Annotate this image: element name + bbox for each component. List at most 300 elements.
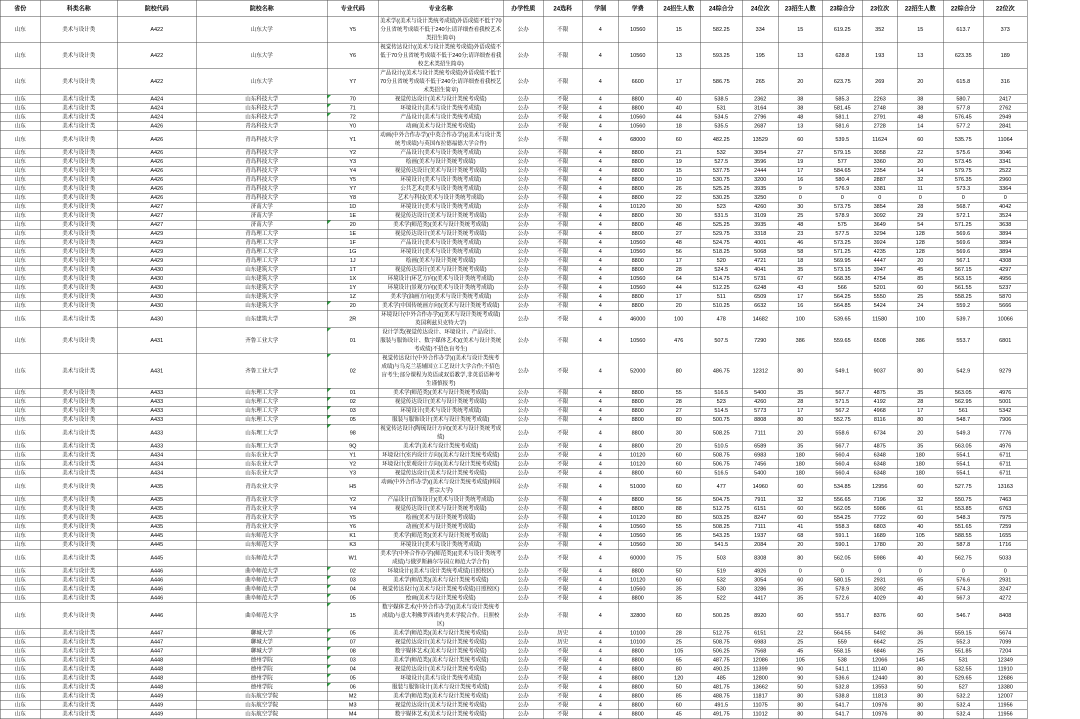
cell-enroll-22[interactable]: 20 (897, 157, 943, 166)
cell-province[interactable]: 山东 (0, 202, 40, 211)
cell-enroll-24[interactable]: 30 (657, 424, 700, 442)
cell-rank-22[interactable]: 4956 (983, 274, 1027, 283)
cell-rank-24[interactable]: 6248 (742, 283, 778, 292)
cell-rank-23[interactable]: 6348 (862, 451, 897, 460)
cell-rank-22[interactable]: 2931 (983, 576, 1027, 585)
cell-score-24[interactable]: 511 (700, 292, 742, 301)
column-header-province[interactable]: 省份 (0, 0, 40, 17)
cell-enroll-22[interactable]: 36 (897, 629, 943, 638)
cell-college-code[interactable]: A422 (117, 17, 196, 43)
cell-college-name[interactable]: 山东科技大学 (196, 113, 327, 122)
cell-duration[interactable]: 4 (582, 567, 618, 576)
cell-score-24[interactable]: 519 (700, 567, 742, 576)
cell-category[interactable]: 美术与设计类 (40, 629, 117, 638)
cell-subject-req[interactable]: 不限 (543, 576, 582, 585)
cell-subject-req[interactable]: 不限 (543, 193, 582, 202)
cell-rank-24[interactable]: 5773 (742, 406, 778, 415)
cell-duration[interactable]: 4 (582, 238, 618, 247)
cell-score-24[interactable]: 530.75 (700, 175, 742, 184)
cell-rank-23[interactable]: 7722 (862, 513, 897, 522)
cell-duration[interactable]: 4 (582, 301, 618, 310)
cell-major-code[interactable]: 1Z (327, 292, 378, 301)
cell-major-code[interactable]: 03 (327, 406, 378, 415)
cell-enroll-24[interactable]: 27 (657, 406, 700, 415)
cell-score-22[interactable]: 573.45 (943, 157, 983, 166)
cell-college-name[interactable]: 青岛农业大学 (196, 495, 327, 504)
cell-major-code[interactable]: 72 (327, 113, 378, 122)
cell-rank-23[interactable]: 0 (862, 567, 897, 576)
cell-enroll-22[interactable]: 40 (897, 549, 943, 567)
cell-rank-22[interactable]: 4976 (983, 388, 1027, 397)
cell-score-24[interactable]: 541.5 (700, 540, 742, 549)
cell-major-name[interactable]: 环境设计(室内设计方向)(美术与设计类统考成绩) (378, 451, 503, 460)
cell-enroll-22[interactable]: 15 (897, 17, 943, 43)
cell-major-name[interactable]: 绘画(美术与设计类统考成绩) (378, 157, 503, 166)
cell-score-23[interactable]: 534.85 (822, 478, 862, 496)
cell-college-code[interactable]: A445 (117, 531, 196, 540)
cell-college-name[interactable]: 山东建筑大学 (196, 283, 327, 292)
cell-major-code[interactable]: 04 (327, 665, 378, 674)
cell-school-type[interactable]: 公办 (503, 665, 543, 674)
cell-score-23[interactable]: 581.6 (822, 122, 862, 131)
cell-major-name[interactable]: 视觉传达设计(美术与设计类统考成绩) (378, 504, 503, 513)
cell-enroll-24[interactable]: 26 (657, 184, 700, 193)
cell-rank-23[interactable]: 4968 (862, 406, 897, 415)
cell-tuition[interactable]: 60000 (618, 549, 657, 567)
cell-major-code[interactable]: Y4 (327, 166, 378, 175)
cell-school-type[interactable]: 公办 (503, 603, 543, 629)
cell-college-code[interactable]: A426 (117, 166, 196, 175)
cell-enroll-23[interactable]: 35 (778, 585, 822, 594)
cell-score-24[interactable]: 523 (700, 397, 742, 406)
cell-enroll-23[interactable]: 16 (778, 301, 822, 310)
cell-duration[interactable]: 4 (582, 122, 618, 131)
cell-duration[interactable]: 4 (582, 701, 618, 710)
cell-major-code[interactable]: Y0 (327, 122, 378, 131)
cell-rank-22[interactable]: 13380 (983, 683, 1027, 692)
cell-province[interactable]: 山东 (0, 122, 40, 131)
cell-rank-22[interactable]: 6801 (983, 328, 1027, 354)
cell-college-code[interactable]: A446 (117, 594, 196, 603)
cell-rank-24[interactable]: 6632 (742, 301, 778, 310)
cell-major-code[interactable]: W1 (327, 549, 378, 567)
cell-tuition[interactable]: 10120 (618, 513, 657, 522)
cell-rank-23[interactable]: 5492 (862, 629, 897, 638)
cell-category[interactable]: 美术与设计类 (40, 211, 117, 220)
cell-rank-23[interactable]: 8376 (862, 603, 897, 629)
cell-enroll-24[interactable]: 48 (657, 220, 700, 229)
cell-rank-22[interactable]: 4976 (983, 442, 1027, 451)
cell-enroll-24[interactable]: 21 (657, 148, 700, 157)
cell-subject-req[interactable]: 不限 (543, 122, 582, 131)
cell-rank-22[interactable]: 8408 (983, 603, 1027, 629)
cell-score-24[interactable]: 586.75 (700, 69, 742, 95)
cell-duration[interactable]: 4 (582, 647, 618, 656)
cell-score-23[interactable]: 562.05 (822, 504, 862, 513)
cell-school-type[interactable]: 公办 (503, 647, 543, 656)
cell-duration[interactable]: 4 (582, 202, 618, 211)
cell-province[interactable]: 山东 (0, 113, 40, 122)
cell-tuition[interactable]: 52000 (618, 354, 657, 389)
cell-score-24[interactable]: 490.25 (700, 665, 742, 674)
cell-enroll-22[interactable]: 20 (897, 540, 943, 549)
cell-province[interactable]: 山东 (0, 184, 40, 193)
cell-enroll-24[interactable]: 50 (657, 567, 700, 576)
cell-major-name[interactable]: 视觉传达设计(陶琉设计方向)(美术与设计类统考成绩) (380, 425, 502, 440)
cell-province[interactable]: 山东 (0, 629, 40, 638)
cell-province[interactable]: 山东 (0, 157, 40, 166)
cell-subject-req[interactable]: 不限 (543, 113, 582, 122)
cell-score-22[interactable]: 572.1 (943, 211, 983, 220)
cell-major-code[interactable]: 05 (327, 415, 378, 424)
cell-school-type[interactable]: 公办 (503, 328, 543, 354)
column-header-rank-22[interactable]: 22位次 (983, 0, 1027, 17)
cell-college-code[interactable]: A446 (117, 585, 196, 594)
cell-college-code[interactable]: A429 (117, 229, 196, 238)
cell-college-code[interactable]: A426 (117, 148, 196, 157)
cell-rank-23[interactable]: 3947 (862, 265, 897, 274)
cell-major-code[interactable]: H5 (327, 478, 378, 496)
cell-college-name[interactable]: 青岛科技大学 (196, 157, 327, 166)
cell-score-24[interactable]: 593.25 (700, 43, 742, 69)
cell-rank-22[interactable]: 11064 (983, 131, 1027, 149)
cell-enroll-22[interactable]: 22 (897, 148, 943, 157)
cell-rank-23[interactable]: 1689 (862, 531, 897, 540)
cell-tuition[interactable]: 10560 (618, 238, 657, 247)
cell-subject-req[interactable]: 不限 (543, 522, 582, 531)
cell-enroll-22[interactable]: 100 (897, 310, 943, 328)
cell-college-code[interactable]: A430 (117, 301, 196, 310)
cell-score-22[interactable]: 576.35 (943, 175, 983, 184)
cell-rank-22[interactable]: 6711 (983, 469, 1027, 478)
cell-major-code[interactable]: Y1 (327, 131, 378, 149)
cell-school-type[interactable]: 公办 (503, 710, 543, 719)
cell-score-24[interactable]: 525.25 (700, 184, 742, 193)
cell-major-name[interactable]: 美术学(师范类)(美术与设计类统考成绩) (378, 220, 503, 229)
cell-tuition[interactable]: 10560 (618, 540, 657, 549)
column-header-score-23[interactable]: 23综合分 (822, 0, 862, 17)
cell-college-name[interactable]: 曲阜师范大学 (196, 576, 327, 585)
cell-score-22[interactable]: 559.2 (943, 301, 983, 310)
cell-rank-22[interactable]: 4308 (983, 256, 1027, 265)
cell-enroll-24[interactable]: 56 (657, 247, 700, 256)
cell-province[interactable]: 山东 (0, 540, 40, 549)
column-header-enroll-24[interactable]: 24招生人数 (657, 0, 700, 17)
cell-major-code[interactable]: Y3 (327, 469, 378, 478)
cell-major-code[interactable]: K3 (327, 540, 378, 549)
cell-score-24[interactable]: 503 (700, 549, 742, 567)
cell-rank-24[interactable]: 3935 (742, 220, 778, 229)
cell-enroll-22[interactable]: 80 (897, 415, 943, 424)
cell-major-name[interactable]: 美术学(师范类)(美术与设计类统考成绩) (378, 692, 503, 701)
cell-major-name[interactable]: 环境设计(美术与设计类统考成绩) (378, 406, 503, 415)
cell-category[interactable]: 美术与设计类 (40, 549, 117, 567)
cell-subject-req[interactable]: 不限 (543, 567, 582, 576)
cell-college-name[interactable]: 曲阜师范大学 (196, 567, 327, 576)
cell-college-code[interactable]: A449 (117, 692, 196, 701)
cell-rank-23[interactable]: 193 (862, 43, 897, 69)
cell-enroll-24[interactable]: 28 (657, 397, 700, 406)
cell-tuition[interactable]: 8800 (618, 424, 657, 442)
cell-enroll-23[interactable]: 60 (778, 504, 822, 513)
cell-rank-24[interactable]: 5400 (742, 469, 778, 478)
cell-tuition[interactable]: 8800 (618, 148, 657, 157)
cell-rank-23[interactable]: 2791 (862, 113, 897, 122)
cell-major-code[interactable]: M4 (327, 710, 378, 719)
cell-school-type[interactable]: 公办 (503, 540, 543, 549)
cell-major-code[interactable]: 01 (327, 328, 378, 354)
cell-subject-req[interactable]: 不限 (543, 692, 582, 701)
cell-enroll-23[interactable]: 27 (778, 148, 822, 157)
cell-rank-22[interactable]: 9279 (983, 354, 1027, 389)
cell-school-type[interactable]: 公办 (503, 283, 543, 292)
cell-tuition[interactable]: 10120 (618, 576, 657, 585)
cell-score-22[interactable]: 553.85 (943, 504, 983, 513)
cell-school-type[interactable]: 公办 (503, 292, 543, 301)
cell-rank-23[interactable]: 3649 (862, 220, 897, 229)
cell-province[interactable]: 山东 (0, 674, 40, 683)
cell-tuition[interactable]: 8800 (618, 406, 657, 415)
cell-enroll-23[interactable]: 25 (778, 638, 822, 647)
cell-score-24[interactable]: 522 (700, 594, 742, 603)
cell-province[interactable]: 山东 (0, 220, 40, 229)
cell-score-22[interactable]: 567.1 (943, 256, 983, 265)
cell-enroll-24[interactable]: 15 (657, 166, 700, 175)
cell-rank-22[interactable]: 2960 (983, 175, 1027, 184)
cell-tuition[interactable]: 10120 (618, 451, 657, 460)
cell-rank-24[interactable]: 3200 (742, 175, 778, 184)
cell-province[interactable]: 山东 (0, 594, 40, 603)
cell-rank-22[interactable]: 189 (983, 43, 1027, 69)
cell-rank-24[interactable]: 7568 (742, 647, 778, 656)
cell-score-24[interactable]: 485 (700, 674, 742, 683)
cell-rank-23[interactable]: 3058 (862, 148, 897, 157)
cell-college-code[interactable]: A448 (117, 656, 196, 665)
cell-tuition[interactable]: 8800 (618, 495, 657, 504)
cell-score-23[interactable]: 564.55 (822, 629, 862, 638)
cell-province[interactable]: 山东 (0, 17, 40, 43)
cell-tuition[interactable]: 8800 (618, 157, 657, 166)
cell-category[interactable]: 美术与设计类 (40, 247, 117, 256)
cell-enroll-22[interactable]: 28 (897, 202, 943, 211)
cell-major-name[interactable]: 产品设计(首饰设计)(美术与设计类统考成绩) (378, 495, 503, 504)
cell-score-24[interactable]: 512.25 (700, 283, 742, 292)
cell-score-22[interactable]: 568.7 (943, 202, 983, 211)
cell-duration[interactable]: 4 (582, 220, 618, 229)
cell-college-name[interactable]: 山东农业大学 (196, 460, 327, 469)
cell-major-code[interactable]: 1T (327, 265, 378, 274)
cell-enroll-22[interactable]: 29 (897, 211, 943, 220)
cell-province[interactable]: 山东 (0, 576, 40, 585)
cell-rank-22[interactable]: 373 (983, 17, 1027, 43)
cell-college-name[interactable]: 青岛科技大学 (196, 122, 327, 131)
cell-score-22[interactable]: 588.55 (943, 531, 983, 540)
cell-category[interactable]: 美术与设计类 (40, 122, 117, 131)
cell-duration[interactable]: 4 (582, 43, 618, 69)
cell-rank-24[interactable]: 2796 (742, 113, 778, 122)
cell-enroll-22[interactable]: 20 (897, 69, 943, 95)
cell-college-name[interactable]: 德州学院 (196, 683, 327, 692)
cell-rank-24[interactable]: 7911 (742, 495, 778, 504)
cell-subject-req[interactable]: 不限 (543, 504, 582, 513)
cell-rank-22[interactable]: 2949 (983, 113, 1027, 122)
cell-tuition[interactable]: 8800 (618, 220, 657, 229)
cell-tuition[interactable]: 8800 (618, 104, 657, 113)
cell-category[interactable]: 美术与设计类 (40, 220, 117, 229)
cell-enroll-24[interactable]: 60 (657, 478, 700, 496)
cell-major-name[interactable]: 环境设计(美术与设计类统考成绩) (378, 247, 503, 256)
cell-score-23[interactable]: 573.75 (822, 202, 862, 211)
cell-major-code[interactable]: 70 (327, 95, 378, 104)
cell-major-name[interactable]: 美术学(师范类)(美术与设计类统考成绩) (378, 656, 503, 665)
cell-duration[interactable]: 4 (582, 460, 618, 469)
cell-major-name[interactable]: 服装与服饰设计(美术与设计类统考成绩) (378, 683, 503, 692)
cell-subject-req[interactable]: 历史 (543, 629, 582, 638)
cell-college-name[interactable]: 山东理工大学 (196, 397, 327, 406)
cell-enroll-23[interactable]: 16 (778, 175, 822, 184)
cell-duration[interactable]: 4 (582, 229, 618, 238)
cell-category[interactable]: 美术与设计类 (40, 674, 117, 683)
cell-enroll-23[interactable]: 18 (778, 256, 822, 265)
cell-rank-23[interactable]: 11813 (862, 692, 897, 701)
cell-enroll-23[interactable]: 28 (778, 397, 822, 406)
cell-enroll-24[interactable]: 40 (657, 104, 700, 113)
cell-major-code[interactable]: 08 (327, 647, 378, 656)
cell-score-23[interactable]: 619.25 (822, 17, 862, 43)
cell-enroll-23[interactable]: 35 (778, 265, 822, 274)
cell-duration[interactable]: 4 (582, 710, 618, 719)
cell-rank-22[interactable]: 1716 (983, 540, 1027, 549)
cell-college-name[interactable]: 山东大学 (196, 69, 327, 95)
cell-enroll-24[interactable]: 105 (657, 647, 700, 656)
cell-score-22[interactable]: 535.75 (943, 131, 983, 149)
cell-major-name[interactable]: 环境设计(美术与设计类统考成绩) (378, 104, 503, 113)
cell-college-name[interactable]: 德州学院 (196, 674, 327, 683)
cell-rank-24[interactable]: 265 (742, 69, 778, 95)
cell-score-23[interactable]: 571.5 (822, 397, 862, 406)
cell-college-code[interactable]: A434 (117, 451, 196, 460)
cell-rank-24[interactable]: 11817 (742, 692, 778, 701)
cell-school-type[interactable]: 公办 (503, 638, 543, 647)
cell-enroll-22[interactable]: 0 (897, 193, 943, 202)
cell-school-type[interactable]: 公办 (503, 495, 543, 504)
cell-rank-22[interactable]: 3894 (983, 238, 1027, 247)
cell-subject-req[interactable]: 不限 (543, 478, 582, 496)
cell-score-24[interactable]: 514.75 (700, 274, 742, 283)
cell-enroll-23[interactable]: 20 (778, 424, 822, 442)
cell-rank-22[interactable]: 316 (983, 69, 1027, 95)
cell-college-name[interactable]: 青岛科技大学 (196, 166, 327, 175)
cell-score-23[interactable]: 568.35 (822, 274, 862, 283)
column-header-rank-23[interactable]: 23位次 (862, 0, 897, 17)
cell-province[interactable]: 山东 (0, 256, 40, 265)
cell-rank-24[interactable]: 13662 (742, 683, 778, 692)
cell-enroll-24[interactable]: 30 (657, 540, 700, 549)
cell-score-24[interactable]: 482.25 (700, 131, 742, 149)
cell-college-code[interactable]: A427 (117, 211, 196, 220)
cell-major-name[interactable]: 环境设计(环艺方向)(美术与设计类统考成绩) (378, 274, 503, 283)
cell-tuition[interactable]: 8800 (618, 674, 657, 683)
cell-enroll-23[interactable]: 48 (778, 113, 822, 122)
column-header-subject-req[interactable]: 24选科 (543, 0, 582, 17)
cell-province[interactable]: 山东 (0, 310, 40, 328)
cell-enroll-22[interactable]: 25 (897, 638, 943, 647)
cell-score-23[interactable]: 539.65 (822, 310, 862, 328)
cell-rank-23[interactable]: 4447 (862, 256, 897, 265)
cell-college-code[interactable]: A422 (117, 69, 196, 95)
cell-enroll-23[interactable]: 22 (778, 629, 822, 638)
cell-enroll-22[interactable]: 54 (897, 220, 943, 229)
cell-province[interactable]: 山东 (0, 495, 40, 504)
cell-college-name[interactable]: 青岛理工大学 (196, 256, 327, 265)
cell-tuition[interactable]: 6600 (618, 69, 657, 95)
cell-enroll-24[interactable]: 85 (657, 692, 700, 701)
cell-enroll-24[interactable]: 60 (657, 701, 700, 710)
cell-duration[interactable]: 4 (582, 469, 618, 478)
cell-subject-req[interactable]: 不限 (543, 674, 582, 683)
cell-subject-req[interactable]: 不限 (543, 603, 582, 629)
cell-score-22[interactable]: 567.15 (943, 265, 983, 274)
cell-college-code[interactable]: A426 (117, 175, 196, 184)
cell-enroll-24[interactable]: 64 (657, 274, 700, 283)
cell-subject-req[interactable]: 不限 (543, 301, 582, 310)
cell-score-23[interactable]: 569.95 (822, 256, 862, 265)
cell-enroll-23[interactable]: 60 (778, 131, 822, 149)
cell-tuition[interactable]: 8800 (618, 701, 657, 710)
cell-major-name[interactable]: 产品设计(美术与设计类统考成绩) (378, 148, 503, 157)
cell-major-code[interactable]: 01 (327, 388, 378, 397)
cell-major-code[interactable]: 05 (327, 674, 378, 683)
column-header-major-code[interactable]: 专业代码 (327, 0, 378, 17)
cell-score-22[interactable]: 527 (943, 683, 983, 692)
cell-score-22[interactable]: 561.55 (943, 283, 983, 292)
cell-rank-24[interactable]: 334 (742, 17, 778, 43)
cell-college-name[interactable]: 山东理工大学 (196, 388, 327, 397)
cell-school-type[interactable]: 公办 (503, 148, 543, 157)
cell-college-name[interactable]: 山东大学 (196, 17, 327, 43)
cell-rank-24[interactable]: 6983 (742, 638, 778, 647)
cell-college-code[interactable]: A435 (117, 495, 196, 504)
cell-tuition[interactable]: 46000 (618, 310, 657, 328)
cell-score-24[interactable]: 537.75 (700, 166, 742, 175)
cell-score-24[interactable]: 531.5 (700, 211, 742, 220)
cell-category[interactable]: 美术与设计类 (40, 522, 117, 531)
cell-major-name[interactable]: 环境设计(中外合作办学)((美术与设计类统考成绩)英国利兹贝克特大学) (378, 310, 503, 328)
cell-enroll-23[interactable]: 60 (778, 513, 822, 522)
cell-subject-req[interactable]: 不限 (543, 184, 582, 193)
cell-school-type[interactable]: 公办 (503, 513, 543, 522)
cell-major-code[interactable]: 9Q (327, 442, 378, 451)
cell-category[interactable]: 美术与设计类 (40, 504, 117, 513)
cell-college-name[interactable]: 青岛科技大学 (196, 148, 327, 157)
cell-enroll-23[interactable]: 90 (778, 674, 822, 683)
cell-college-name[interactable]: 山东师范大学 (196, 531, 327, 540)
cell-score-24[interactable]: 512.75 (700, 629, 742, 638)
cell-score-24[interactable]: 506.25 (700, 647, 742, 656)
cell-score-23[interactable]: 558.15 (822, 647, 862, 656)
cell-school-type[interactable]: 公办 (503, 415, 543, 424)
cell-score-22[interactable]: 554.1 (943, 460, 983, 469)
cell-score-24[interactable]: 518.25 (700, 247, 742, 256)
cell-province[interactable]: 山东 (0, 504, 40, 513)
cell-major-code[interactable]: Y2 (327, 460, 378, 469)
cell-rank-24[interactable]: 11399 (742, 665, 778, 674)
cell-major-code[interactable]: Y6 (327, 43, 378, 69)
cell-major-code[interactable]: 15 (327, 603, 378, 629)
cell-enroll-24[interactable]: 17 (657, 69, 700, 95)
cell-major-code[interactable]: 1E (327, 211, 378, 220)
cell-score-23[interactable]: 576.9 (822, 184, 862, 193)
